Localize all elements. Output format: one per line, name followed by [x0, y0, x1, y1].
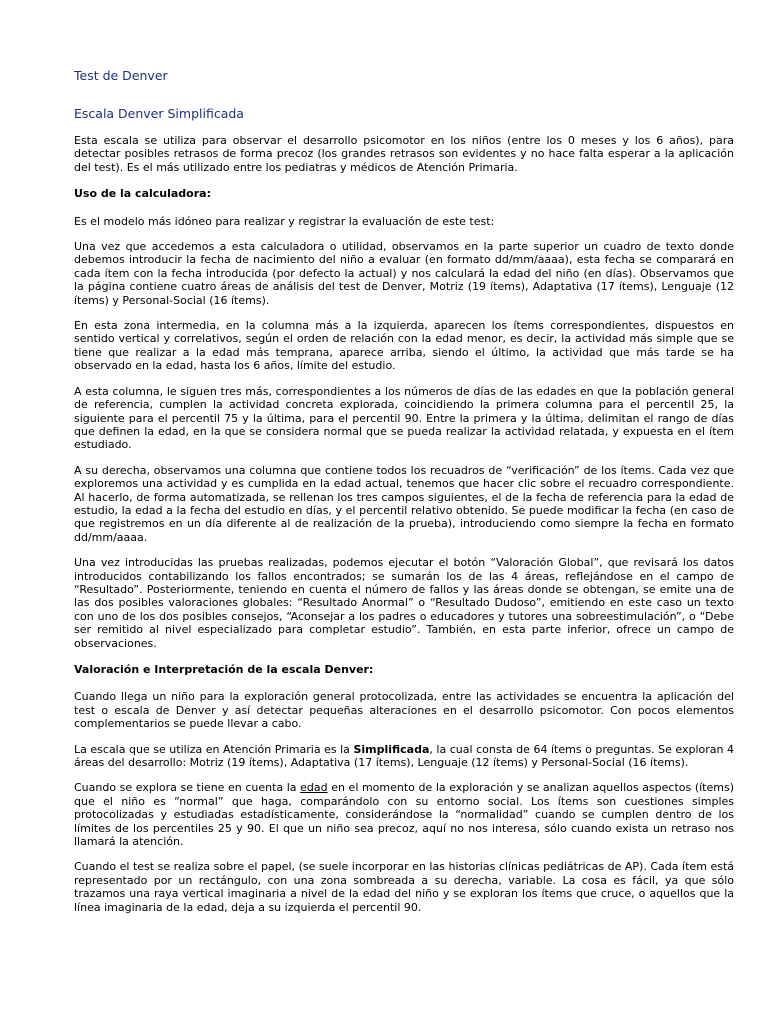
- text-span: Cuando se explora se tiene en cuenta la: [74, 781, 301, 795]
- text-span: , la cual consta de 64 ítems o preguntas. Se exploran 4 áreas del desarrollo: Motriz (19 ítems), Adaptativa (17 ítems), Lenguaje (12 ítems) y Personal-Social (16 ítems).: [74, 742, 734, 770]
- interpretation-paragraph-1: Cuando llega un niño para la exploración general protocolizada, entre las actividades se encuentra la aplicación del test o escala de Denver y así detectar pequeñas alteraciones en el desarrollo psicomotor. Con pocos elementos complementarios se puede llevar a cabo.: [74, 690, 734, 731]
- calculator-paragraph-2: Una vez que accedemos a esta calculadora o utilidad, observamos en la parte superior un cuadro de texto donde debemos introducir la fecha de nacimiento del niño a evaluar (en formato dd/mm/aaaa), esta fecha se comparará en cada ítem con la fecha introducida (por defecto la actual) y nos calculará la edad del niño (en días). Observamos que la página contiene cuatro áreas de análisis del test de Denver, Motriz (19 ítems), Adaptativa (17 ítems), Lenguaje (12 ítems) y Personal-Social (16 ítems).: [74, 240, 734, 307]
- calculator-paragraph-3: En esta zona intermedia, en la columna más a la izquierda, aparecen los ítems correspondientes, dispuestos en sentido vertical y correlativos, según el orden de relación con la edad menor, es decir, la actividad más simple que se tiene que realizar a la edad más temprana, aparece arriba, siendo el último, la actividad que más tarde se ha observado en la edad, hasta los 6 años, límite del estudio.: [74, 319, 734, 373]
- calculator-paragraph-4: A esta columna, le siguen tres más, correspondientes a los números de días de las edades en que la población general de referencia, cumplen la actividad concreta explorada, coincidiendo la primera columna para el percentil 25, la siguiente para el percentil 75 y la última, para el percentil 90. Entre la primera y la última, delimitan el rango de días que definen la edad, en la que se considera normal que se pueda realizar la actividad relatada, y expuesta en el ítem estudiado.: [74, 384, 734, 452]
- section-title: Escala Denver Simplificada: [74, 106, 244, 121]
- text-span: La escala que se utiliza en Atención Primaria es la: [74, 742, 354, 756]
- interpretation-paragraph-2: [74, 743, 734, 770]
- page-title: Test de Denver: [74, 68, 168, 83]
- interpretation-paragraph-4: Cuando el test se realiza sobre el papel, (se suele incorporar en las historias clínicas pediátricas de AP). Cada ítem está representado por un rectángulo, con una zona sombreada a su derecha, variable. La cosa es fácil, ya que sólo trazamos una raya vertical imaginaria a nivel de la edad del niño y se exploran los ítems que cruce, o aquellos que la línea imaginaria de la edad, deja a su izquierda el percentil 90.: [74, 860, 734, 914]
- calculator-paragraph-6: Una vez introducidas las pruebas realizadas, podemos ejecutar el botón “Valoración Global”, que revisará los datos introducidos contabilizando los fallos encontrados; se sumarán los de las 4 áreas, reflejándose en el campo de “Resultado”. Posteriormente, teniendo en cuenta el número de fallos y las áreas donde se obtengan, se emite una de las dos posibles valoraciones globales: “Resultado Anormal” o “Resultado Dudoso”, emitiendo en este caso un texto con uno de los dos posibles consejos, “Aconsejar a los padres o educadores y tutores una sobreestimulación”, o “Debe ser remitido al nivel especializado para completar estudio”. También, en esta parte inferior, ofrece un campo de observaciones.: [74, 556, 734, 650]
- document-page: [74, 60, 734, 914]
- intro-paragraph: Esta escala se utiliza para observar el desarrollo psicomotor en los niños (entre los 0 meses y los 6 años), para detectar posibles retrasos de forma precoz (los grandes retrasos son evidentes y no hace falta esperar a la aplicación del test). Es el más utilizado entre los pediatras y médicos de Atención Primaria.: [74, 134, 734, 174]
- underlined-term: edad: [300, 781, 328, 795]
- text-span: en el momento de la exploración y se analizan aquellos aspectos (ítems) que el niño es “normal” que haga, comparándolo con su entorno social. Los ítems son cuestiones simples protocolizadas y estudiadas estadísticamente, considerándose la “normalidad” cuando se cumplen dentro de los límites de los percentiles 25 y 90. El que un niño sea precoz, aquí no nos interesa, sólo cuando exista un retraso nos llamará la atención.: [74, 781, 734, 849]
- bold-term: Simplificada: [353, 742, 430, 756]
- interpretation-paragraph-3: [74, 781, 734, 848]
- calculator-usage-heading: Uso de la calculadora:: [74, 187, 211, 201]
- interpretation-heading: Valoración e Interpretación de la escala Denver:: [74, 663, 374, 676]
- calculator-paragraph-5: A su derecha, observamos una columna que contiene todos los recuadros de “verificación” de los ítems. Cada vez que exploremos una actividad y es cumplida en la edad actual, tenemos que hacer clic sobre el recuadro correspondiente. Al hacerlo, de forma automatizada, se rellenan los tres campos siguientes, el de la fecha de referencia para la edad de estudio, la edad a la fecha del estudio en días, y el percentil relativo obtenido. Se puede modificar la fecha (en caso de que registremos en un día diferente al de realización de la prueba), introduciendo como siempre la fecha en formato dd/mm/aaaa.: [74, 463, 734, 544]
- calculator-paragraph-1: Es el modelo más idóneo para realizar y registrar la evaluación de este test:: [74, 214, 495, 228]
